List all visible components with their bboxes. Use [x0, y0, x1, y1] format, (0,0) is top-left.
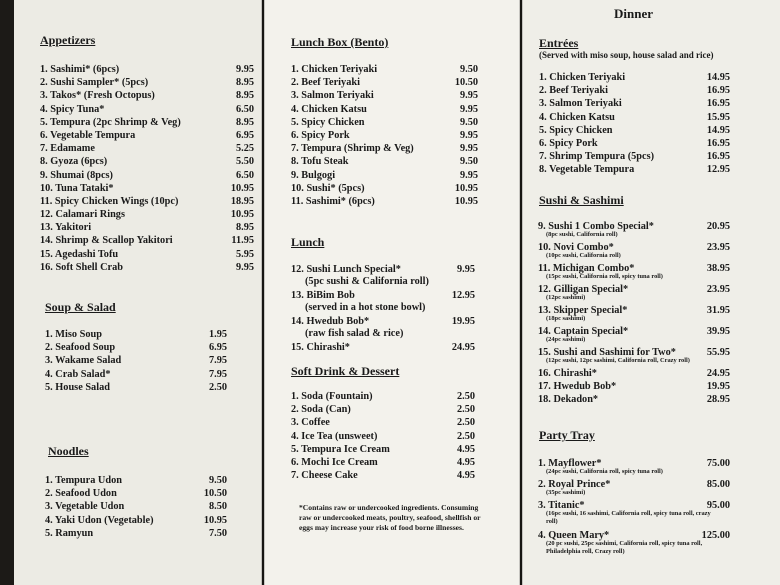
menu-item-name: 13. Yakitori: [40, 222, 92, 234]
menu-item-name: 7. Edamame: [40, 143, 95, 155]
menu-item-name: 6. Vegetable Tempura: [40, 129, 136, 141]
menu-item-price: 28.95: [706, 394, 730, 406]
menu-item-description: (20 pc sushi, 25pc sashimi, California roll, spicy tuna roll, Philadelphia roll, Crazy roll): [546, 539, 703, 555]
menu-item-name: 1. Sashimi* (6pcs): [40, 64, 120, 75]
menu-item: [291, 403, 475, 416]
menu-item-name: 7. Cheese Cake: [291, 470, 358, 482]
menu-panel-right: [522, 0, 780, 585]
menu-item-name: 6. Mochi Ice Cream: [291, 456, 378, 468]
menu-item-description: (24pc sashimi): [546, 335, 586, 343]
menu-item: [40, 89, 254, 102]
menu-item-name: 3. Coffee: [291, 417, 330, 429]
menu-item-price: 15.95: [706, 111, 730, 123]
menu-item-price: 9.95: [456, 264, 475, 275]
menu-item-price: 14.95: [706, 72, 730, 83]
menu-item: [40, 169, 254, 182]
menu-item: [291, 341, 475, 354]
menu-item-name: 16. Soft Shell Crab: [40, 261, 123, 273]
menu-item-price: 2.50: [456, 417, 475, 429]
menu-item-price: 11.95: [231, 235, 254, 247]
noodles-list: [45, 474, 227, 540]
menu-item-name: 7. Tempura (Shrimp & Veg): [291, 143, 414, 155]
menu-item-price: 9.95: [235, 261, 254, 273]
menu-item: [291, 63, 478, 76]
menu-item-name: 10. Tuna Tataki*: [40, 182, 114, 194]
menu-item-price: 12.95: [706, 164, 730, 176]
drinks-list: [291, 390, 475, 482]
menu-item-price: 10.95: [454, 182, 478, 194]
menu-item: [291, 416, 475, 429]
menu-item-price: 8.95: [235, 77, 254, 89]
menu-item: [539, 71, 730, 84]
menu-item: [40, 234, 254, 247]
drinks-heading: Soft Drink & Dessert: [291, 364, 400, 378]
menu-item-description: (10pc sushi, California roll): [546, 251, 621, 259]
menu-item-price: 9.95: [459, 143, 478, 155]
menu-item-price: 9.50: [459, 156, 478, 168]
menu-item-description: (18pc sashimi): [546, 314, 586, 322]
menu-item: [538, 262, 730, 283]
menu-item-price: 6.50: [235, 169, 254, 181]
menu-item-name: 2. Beef Teriyaki: [539, 85, 608, 97]
menu-item-name: 9. Shumai (8pcs): [40, 169, 113, 181]
soup-salad-heading: Soup & Salad: [45, 300, 116, 314]
menu-item-price: 10.50: [203, 488, 227, 500]
menu-item-name: 10. Novi Combo*: [538, 242, 614, 253]
entrees-note: (Served with miso soup, house salad and rice): [539, 50, 714, 60]
menu-item-name: 1. Chicken Teriyaki: [539, 72, 626, 83]
menu-item: [40, 155, 254, 168]
menu-panel-middle: [264, 0, 520, 585]
menu-item: [40, 195, 254, 208]
menu-item-name: 4. Yaki Udon (Vegetable): [45, 514, 154, 526]
raw-food-disclaimer: *Contains raw or undercooked ingredients. Consuming raw or undercooked meats, poultry, seafood, shellfish or eggs may increase your risk of food borne illnesses.: [299, 503, 481, 532]
menu-item-price: 7.95: [208, 368, 227, 380]
menu-item-name: 1. Tempura Udon: [45, 475, 122, 486]
appetizers-heading: Appetizers: [40, 33, 96, 47]
menu-item: [291, 142, 478, 155]
menu-item-name: 14. Hwedub Bob*: [291, 316, 370, 327]
menu-item-price: 12.95: [451, 290, 475, 301]
menu-item-price: 9.50: [459, 116, 478, 128]
menu-item-name: 5. Ramyun: [45, 527, 94, 539]
menu-item-name: 2. Beef Teriyaki: [291, 77, 360, 89]
menu-item-price: 14.95: [706, 124, 730, 136]
menu-item-name: 3. Takos* (Fresh Octopus): [40, 90, 155, 102]
menu-item-price: 8.95: [235, 90, 254, 102]
menu-item: [291, 469, 475, 482]
menu-item: [538, 380, 730, 393]
menu-item-name: 4. Spicy Tuna*: [40, 103, 105, 115]
menu-item: [538, 499, 730, 529]
menu-item: [538, 478, 730, 499]
entrees-list: [539, 71, 730, 177]
menu-item-price: 2.50: [456, 430, 475, 442]
menu-item: [538, 367, 730, 380]
menu-item-name: 14. Captain Special*: [538, 326, 629, 337]
menu-item-name: 4. Queen Mary*: [538, 530, 610, 541]
menu-item-description: (12pc sashimi): [546, 293, 586, 301]
menu-item-price: 5.50: [235, 156, 254, 168]
menu-item: [40, 103, 254, 116]
menu-item-description: (8pc sushi, California roll): [546, 230, 618, 238]
menu-item-name: 8. Gyoza (6pcs): [40, 156, 108, 168]
menu-item-name: 4. Chicken Katsu: [291, 103, 367, 115]
menu-item-name: 6. Spicy Pork: [539, 137, 598, 149]
menu-item: [40, 76, 254, 89]
menu-item-name: 4. Ice Tea (unsweet): [291, 430, 378, 442]
menu-item-name: 2. Royal Prince*: [538, 479, 611, 490]
menu-item-price: 95.00: [706, 500, 730, 511]
menu-item: [291, 155, 478, 168]
dinner-heading: Dinner: [614, 6, 653, 21]
menu-item: [538, 346, 730, 367]
menu-item-price: 8.95: [235, 222, 254, 234]
menu-item-name: 13. BiBim Bob: [291, 290, 355, 301]
menu-item-price: 23.95: [706, 242, 730, 253]
menu-item-name: 9. Bulgogi: [291, 169, 336, 181]
menu-item-price: 85.00: [706, 479, 730, 490]
menu-item-name: 3. Titanic*: [538, 500, 585, 511]
menu-item-price: 39.95: [706, 326, 730, 337]
menu-item-name: 2. Seafood Udon: [45, 488, 117, 500]
menu-item-name: 5. Spicy Chicken: [539, 124, 613, 136]
menu-item-price: 16.95: [706, 85, 730, 97]
noodles-heading: Noodles: [48, 444, 89, 458]
menu-item: [291, 76, 478, 89]
menu-item-price: 8.95: [235, 116, 254, 128]
menu-item-price: 2.50: [456, 404, 475, 416]
menu-item: [40, 182, 254, 195]
menu-item: [291, 456, 475, 469]
menu-item-price: 9.95: [459, 129, 478, 141]
menu-item-price: 10.95: [230, 209, 254, 221]
menu-item: [538, 457, 730, 478]
menu-item-name: 15. Chirashi*: [291, 342, 350, 353]
menu-item: [291, 430, 475, 443]
menu-item-description: (served in a hot stone bowl): [305, 302, 426, 313]
menu-item-name: 3. Vegetable Udon: [45, 501, 125, 513]
menu-item: [291, 443, 475, 456]
menu-item-price: 9.95: [459, 90, 478, 102]
menu-item: [45, 381, 227, 394]
menu-item-name: 3. Salmon Teriyaki: [291, 90, 374, 102]
menu-item-name: 5. Tempura (2pc Shrimp & Veg): [40, 116, 181, 128]
menu-item-description: (15pc sushi, California roll, spicy tuna roll): [546, 272, 663, 280]
menu-item: [291, 289, 475, 315]
menu-item-name: 4. Chicken Katsu: [539, 111, 615, 123]
lunch-box-list: [291, 63, 478, 208]
menu-item: [291, 169, 478, 182]
menu-item-name: 3. Salmon Teriyaki: [539, 98, 622, 110]
menu-item-price: 10.95: [203, 514, 227, 526]
menu-item: [291, 129, 478, 142]
menu-item: [538, 393, 730, 406]
menu-item-price: 9.95: [459, 169, 478, 181]
menu-item: [538, 304, 730, 325]
menu-item-name: 15. Sushi and Sashimi for Two*: [538, 347, 676, 358]
menu-item-price: 19.95: [706, 381, 730, 393]
menu-item: [40, 129, 254, 142]
menu-item: [291, 103, 478, 116]
menu-item-name: 11. Sashimi* (6pcs): [291, 195, 375, 207]
menu-item-name: 17. Hwedub Bob*: [538, 381, 617, 393]
menu-item: [40, 142, 254, 155]
lunch-heading: Lunch: [291, 235, 325, 249]
menu-item: [291, 89, 478, 102]
menu-item: [40, 261, 254, 274]
menu-item-price: 125.00: [701, 530, 730, 541]
menu-item-description: (16pc sushi, 16 sashimi, California roll, spicy tuna roll, crazy roll): [546, 509, 711, 525]
menu-item-price: 6.95: [235, 129, 254, 141]
menu-item-price: 18.95: [230, 195, 254, 207]
soup-salad-list: [45, 328, 227, 394]
menu-item: [538, 283, 730, 304]
menu-item-price: 9.50: [459, 64, 478, 75]
menu-item-name: 9. Sushi 1 Combo Special*: [538, 221, 654, 232]
menu-item-name: 1. Mayflower*: [538, 458, 602, 469]
menu-item: [538, 529, 730, 559]
menu-item: [539, 137, 730, 150]
menu-item-name: 3. Wakame Salad: [45, 355, 122, 367]
menu-item: [45, 328, 227, 341]
menu-item-name: 4. Crab Salad*: [45, 368, 111, 380]
menu-item: [45, 341, 227, 354]
menu-item-price: 9.50: [208, 475, 227, 486]
fold-shadow: [261, 0, 265, 585]
menu-item: [291, 182, 478, 195]
menu-item: [291, 263, 475, 289]
menu-item-price: 7.50: [208, 527, 227, 539]
menu-item-description: (12pc sushi, 12pc sashimi, California roll, Crazy roll): [546, 356, 690, 364]
menu-item-name: 2. Soda (Can): [291, 404, 351, 416]
menu-item-name: 14. Shrimp & Scallop Yakitori: [40, 235, 173, 247]
menu-item-price: 10.95: [230, 182, 254, 194]
menu-item-price: 16.95: [706, 137, 730, 149]
menu-item: [538, 241, 730, 262]
menu-item-price: 2.50: [208, 381, 227, 393]
menu-item-price: 4.95: [456, 456, 475, 468]
menu-item-name: 2. Sushi Sampler* (5pcs): [40, 77, 149, 89]
menu-item-price: 1.95: [208, 329, 227, 340]
menu-item: [40, 221, 254, 234]
menu-item-price: 10.95: [454, 195, 478, 207]
menu-item-name: 8. Vegetable Tempura: [539, 164, 635, 176]
menu-item-name: 11. Michigan Combo*: [538, 263, 635, 274]
menu-item-name: 1. Chicken Teriyaki: [291, 64, 378, 75]
menu-item-price: 23.95: [706, 284, 730, 295]
menu-item: [40, 248, 254, 261]
menu-item-name: 5. Spicy Chicken: [291, 116, 365, 128]
menu-item-name: 12. Gilligan Special*: [538, 284, 629, 295]
menu-item-name: 11. Spicy Chicken Wings (10pc): [40, 195, 179, 207]
menu-item-name: 1. Soda (Fountain): [291, 391, 373, 402]
menu-item: [45, 474, 227, 487]
party-tray-list: [538, 457, 730, 559]
menu-item: [291, 116, 478, 129]
menu-item-price: 24.95: [451, 342, 475, 353]
menu-item-name: 12. Sushi Lunch Special*: [291, 264, 401, 275]
menu-item-price: 19.95: [451, 316, 475, 327]
menu-item-description: (raw fish salad & rice): [305, 328, 404, 339]
menu-item-price: 10.50: [454, 77, 478, 89]
menu-item: [291, 315, 475, 341]
menu-item: [40, 116, 254, 129]
menu-item-name: 5. House Salad: [45, 381, 110, 393]
menu-item-name: 5. Tempura Ice Cream: [291, 443, 390, 455]
sushi-sashimi-heading: Sushi & Sashimi: [539, 193, 624, 207]
menu-item: [40, 208, 254, 221]
menu-item: [45, 368, 227, 381]
lunch-box-heading: Lunch Box (Bento): [291, 35, 389, 49]
menu-item-price: 7.95: [208, 355, 227, 367]
menu-item-description: (24pc sushi, California roll, spicy tuna roll): [546, 467, 663, 475]
menu-item-price: 6.95: [208, 342, 227, 354]
menu-item: [539, 124, 730, 137]
menu-panel-left: [14, 0, 262, 585]
fold-shadow: [519, 0, 523, 585]
menu-item-price: 9.95: [459, 103, 478, 115]
menu-item-price: 55.95: [706, 347, 730, 358]
menu-item: [45, 354, 227, 367]
menu-item-description: (5pc sushi & California roll): [305, 276, 429, 287]
menu-item-name: 7. Shrimp Tempura (5pcs): [539, 151, 654, 163]
menu-item: [539, 163, 730, 176]
menu-item-name: 8. Tofu Steak: [291, 156, 349, 168]
menu-item-price: 31.95: [706, 305, 730, 316]
menu-item-description: (35pc sashimi): [546, 488, 586, 496]
menu-item-price: 6.50: [235, 103, 254, 115]
menu-item: [40, 63, 254, 76]
menu-item-price: 16.95: [706, 98, 730, 110]
menu-item: [291, 390, 475, 403]
menu-item-price: 5.95: [235, 248, 254, 260]
lunch-list: [291, 263, 475, 354]
menu-item: [45, 514, 227, 527]
menu-item: [538, 220, 730, 241]
menu-item-price: 38.95: [706, 263, 730, 274]
menu-item-name: 1. Miso Soup: [45, 329, 102, 340]
menu-item-price: 4.95: [456, 470, 475, 482]
menu-item: [539, 150, 730, 163]
menu-item-price: 4.95: [456, 443, 475, 455]
menu-item-name: 15. Agedashi Tofu: [40, 248, 119, 260]
menu-item-name: 6. Spicy Pork: [291, 129, 350, 141]
menu-item-price: 9.95: [235, 64, 254, 75]
menu-item-price: 8.50: [208, 501, 227, 513]
menu-item: [291, 195, 478, 208]
menu-item-price: 20.95: [706, 221, 730, 232]
menu-item-name: 2. Seafood Soup: [45, 342, 116, 354]
menu-item-name: 18. Dekadon*: [538, 394, 599, 406]
menu-item: [45, 527, 227, 540]
menu-item: [45, 487, 227, 500]
menu-item-price: 24.95: [706, 368, 730, 379]
sushi-sashimi-list: [538, 220, 730, 407]
menu-item: [539, 97, 730, 110]
party-tray-heading: Party Tray: [539, 428, 595, 442]
menu-item: [45, 500, 227, 513]
menu-item-price: 5.25: [235, 143, 254, 155]
menu-item: [538, 325, 730, 346]
appetizers-list: [40, 63, 254, 274]
menu-item-price: 2.50: [456, 391, 475, 402]
menu-item-name: 16. Chirashi*: [538, 368, 597, 379]
menu-item-name: 10. Sushi* (5pcs): [291, 182, 365, 194]
menu-item-name: 12. Calamari Rings: [40, 209, 125, 221]
menu-item-price: 16.95: [706, 151, 730, 163]
menu-item-price: 75.00: [706, 458, 730, 469]
menu-item: [539, 111, 730, 124]
menu-item-name: 13. Skipper Special*: [538, 305, 628, 316]
entrees-heading: Entrées: [539, 36, 579, 50]
menu-item: [539, 84, 730, 97]
